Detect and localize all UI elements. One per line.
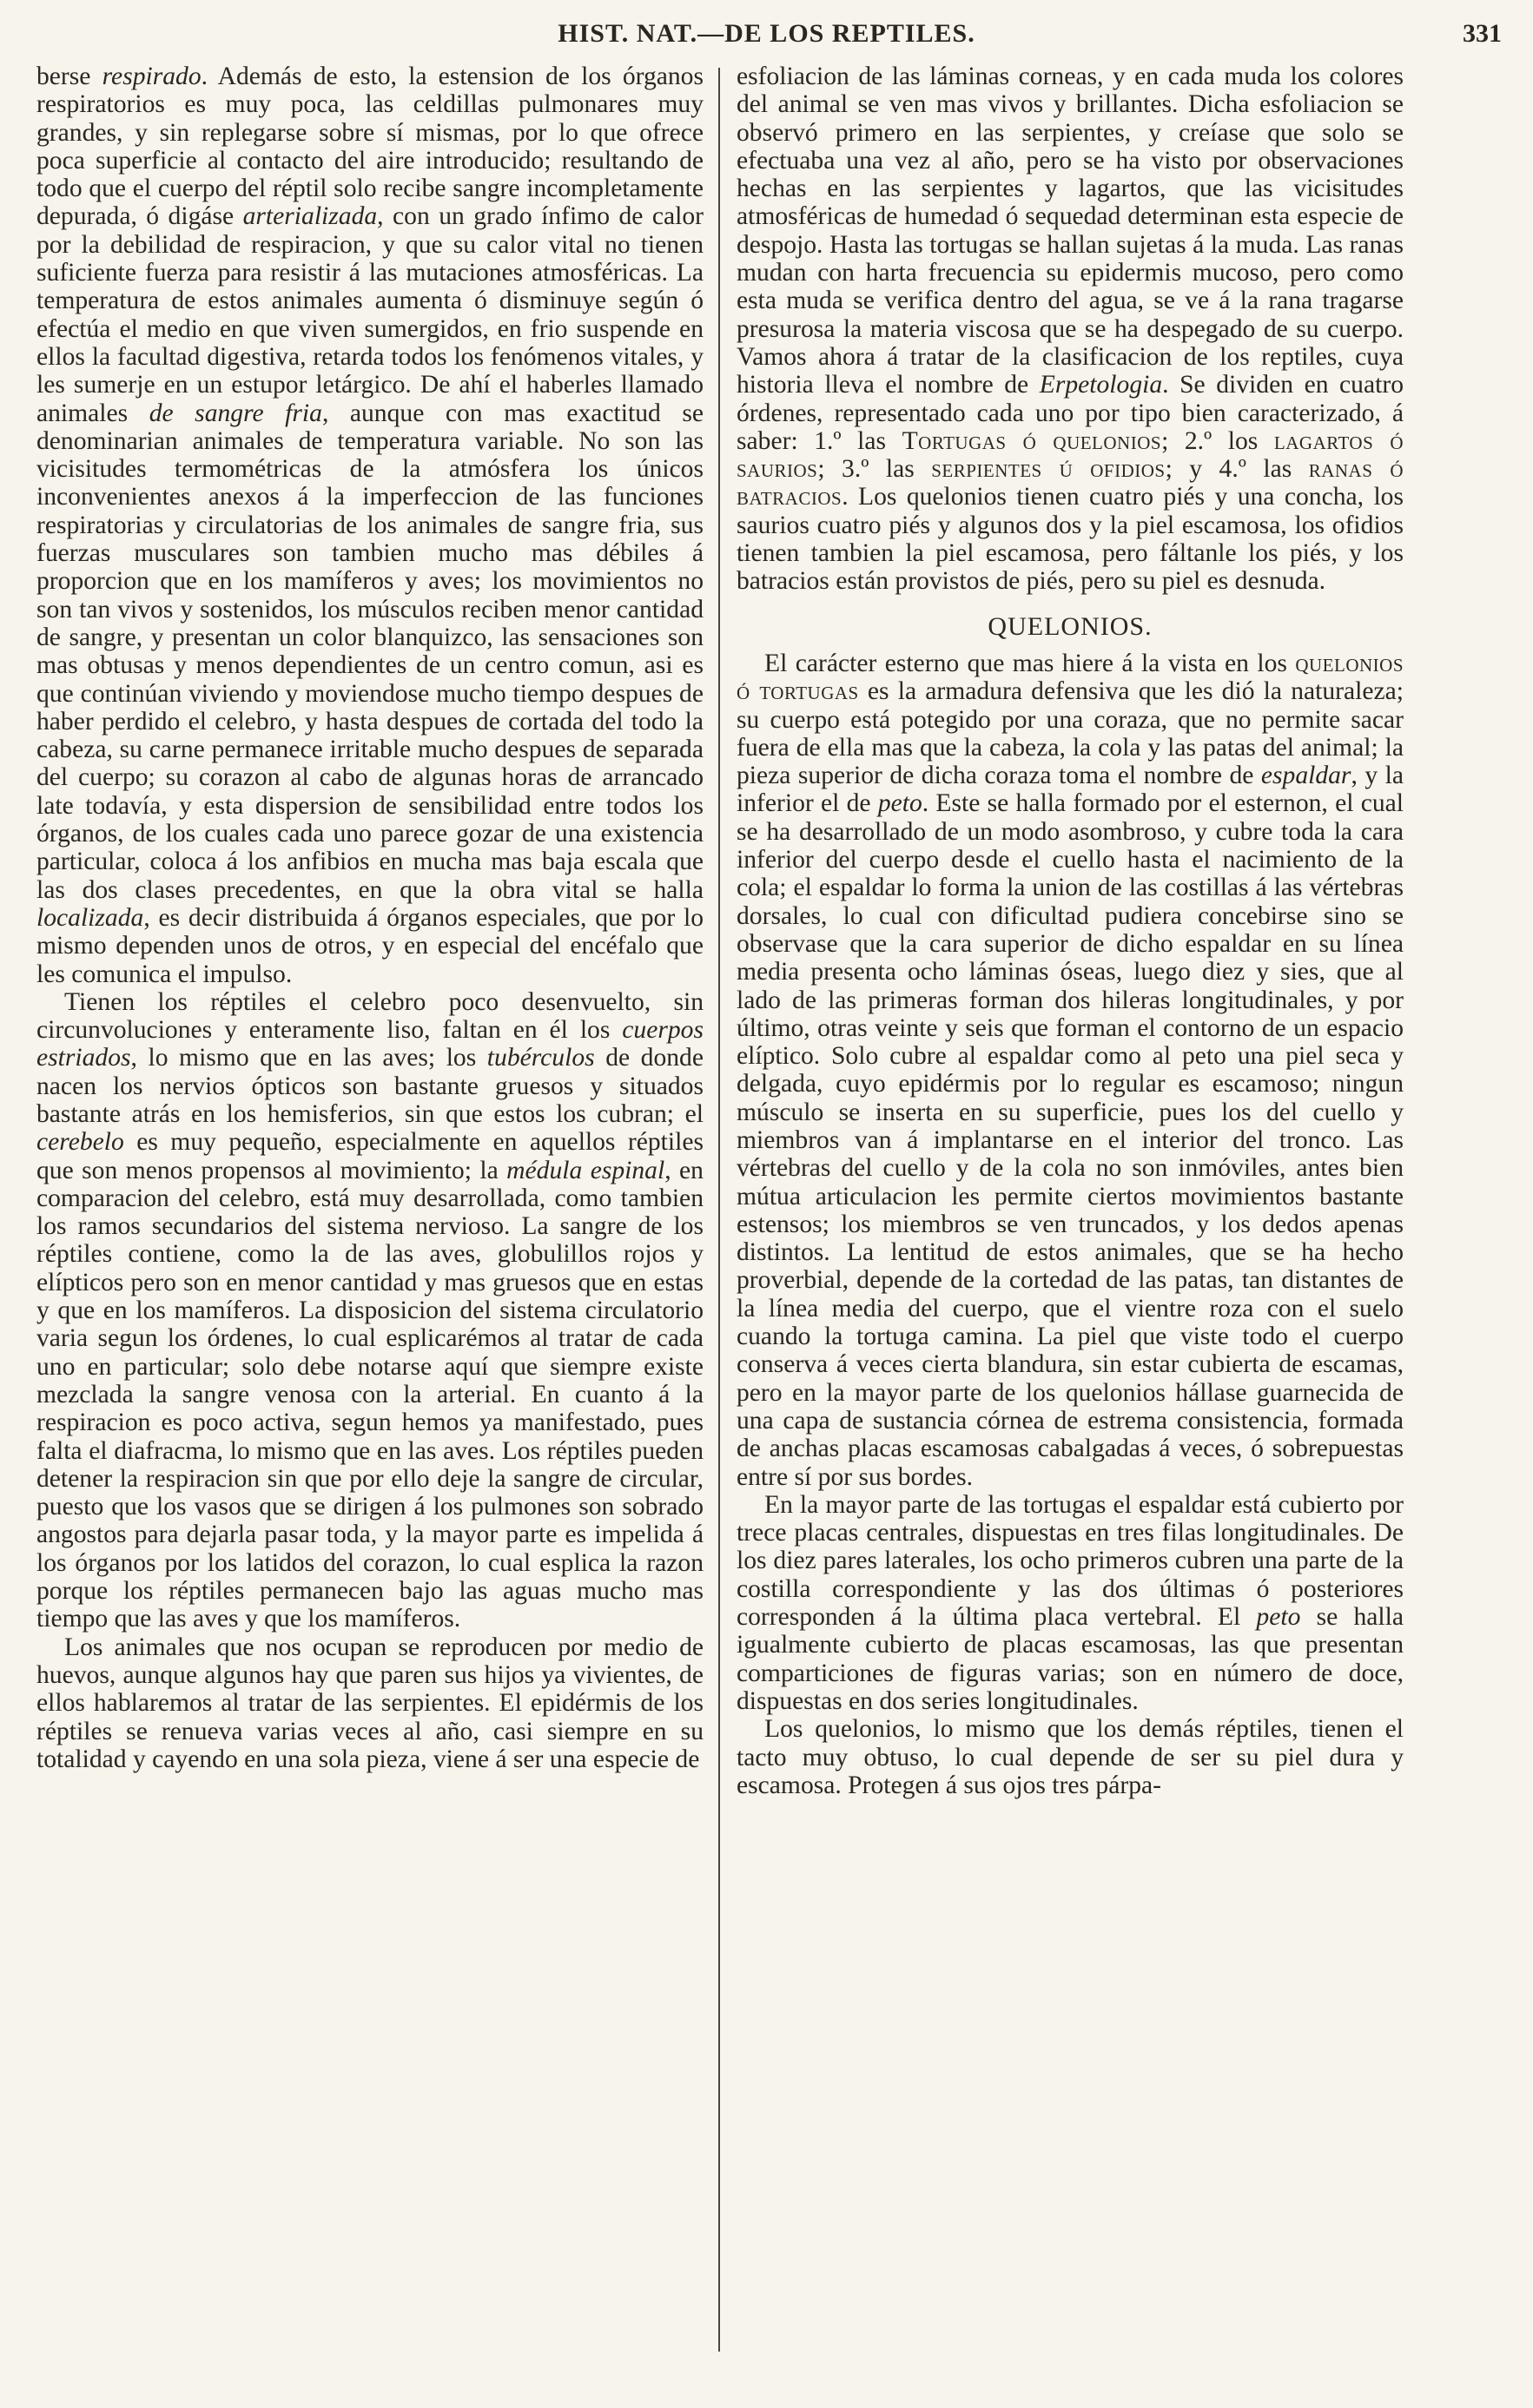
text-run: , es decir distribuida á órganos especiales, que por lo mismo dependen unos de otros, y en especial del encéfalo que les comunica el impulso.	[36, 903, 704, 988]
italic-term: médula espinal	[506, 1156, 665, 1184]
italic-term: respirado	[102, 63, 202, 90]
paragraph	[737, 650, 1404, 1491]
text-run: es la armadura defensiva que les dió la naturaleza; su cuerpo está potegido por una coraza, que no permite sacar fuera de ella mas que la cabeza, la cola y las patas del animal; la pieza superior de dicha coraza toma el nombre de	[737, 677, 1404, 790]
italic-term: cuerpos estriados	[36, 1016, 704, 1072]
paragraph	[737, 1491, 1404, 1715]
text-run: En la mayor parte de las tortugas el espaldar está cubierto por trece placas centrales, dispuestas en tres filas longitudinales. De los diez pares laterales, los ocho primeros cubren una parte de la costilla correspondiente y las dos últimas ó posteriores corresponden á la última placa vertebral. El	[737, 1490, 1404, 1632]
italic-term: tubérculos	[486, 1044, 595, 1072]
text-run: , aunque con mas exactitud se denominarian animales de temperatura variable. No son las vicisitudes termométricas de la atmósfera los únicos inconvenientes anexos á la imperfeccion de las funciones respiratorias y circulatorias de los animales de sangre fria, sus fuerzas musculares son tambien mucho mas débiles á proporcion que en los mamíferos y aves; los movimientos no son tan vivos y sostenidos, los músculos reciben menor cantidad de sangre, y presentan un color blanquizco, las sensaciones son mas obtusas y menos dependientes de un centro comun, asi es que continúan viviendo y moviendose mucho tiempo despues de haber perdido el celebro, y hasta despues de cortada del todo la cabeza, su carne permanece irritable mucho despues de separada del cuerpo; su corazon al cabo de algunas horas de arrancado late todavía, y esta dispersion de sensibilidad entre todos los órganos, de los cuales cada uno parece gozar de una existencia particular, coloca á los anfibios en mucha mas baja escala que las dos clases precedentes, en que la obra vital se halla	[36, 399, 704, 904]
text-run: ; y 4.º las	[1165, 455, 1309, 484]
small-caps-term: quelonios ó tortugas	[737, 649, 1404, 706]
italic-term: cerebelo	[36, 1128, 124, 1157]
paragraph	[737, 63, 1404, 596]
text-run: . Además de esto, la estension de los órganos respiratorios es muy poca, las celdillas pulmonares muy grandes, y sin replegarse sobre sí mismas, por lo que ofrece poca superficie al contacto del aire introducido; resultando de todo que el cuerpo del réptil solo recibe sangre incompletamente depurada, ó digáse	[36, 63, 704, 231]
text-run: , y la inferior el de	[737, 762, 1404, 818]
running-header-title: HIST. NAT.—DE LOS REPTILES.	[558, 19, 975, 48]
text-run: , en comparacion del celebro, está muy desarrollada, como tambien los ramos secundarios del sistema nervioso. La sangre de los réptiles contiene, como la de las aves, globulillos rojos y elípticos pero son en menor cantidad y mas gruesos que en estas y que en los mamíferos. La disposicion del sistema circulatorio varia segun los órdenes, lo cual esplicarémos al tratar de cada uno en particular; solo debe notarse aquí que siempre existe mezclada la sangre venosa con la arterial. En cuanto á la respiracion es poco activa, segun hemos ya manifestado, pues falta el diafracma, lo mismo que en las aves. Los réptiles pueden detener la respiracion sin que por ello deje la sangre de circular, puesto que los vasos que se dirigen á los pulmones son sobrado angostos para dejarla pasar toda, y la mayor parte es impelida á los órganos por los latidos del corazon, lo cual esplica la razon porque los réptiles permanecen bajo las aguas mucho mas tiempo que las aves y que los mamíferos.	[36, 1156, 704, 1633]
italic-term: arterializada	[242, 202, 378, 231]
italic-term: espaldar	[1260, 762, 1351, 790]
text-run: se halla igualmente cubierto de placas escamosas, las que presentan comparticiones de figuras varias; son en número de doce, dispuestas en dos series longitudinales.	[737, 1603, 1404, 1715]
page-number: 331	[1463, 19, 1502, 48]
italic-term: de sangre fria	[149, 399, 322, 427]
text-run: de donde nacen los nervios ópticos son bastante gruesos y situados bastante atrás en los hemisferios, sin que estos los cubran; el	[36, 1044, 704, 1128]
text-run: ; 3.º las	[817, 455, 932, 484]
italic-term: Erpetologia	[1039, 371, 1163, 399]
paragraph: Los quelonios, lo mismo que los demás réptiles, tienen el tacto muy obtuso, lo cual depende de ser su piel dura y escamosa. Protegen á sus ojos tres párpa-	[737, 1715, 1404, 1799]
italic-term: peto	[877, 789, 922, 818]
small-caps-term: lagartos ó saurios	[737, 426, 1404, 484]
paragraph	[36, 988, 704, 1633]
text-run: es muy pequeño, especialmente en aquellos réptiles que son menos propensos al movimiento; la	[36, 1128, 704, 1184]
text-run: . Este se halla formado por el esternon, el cual se ha desarrollado de un modo asombroso, y cubre toda la cara inferior del cuerpo desde el cuello hasta el nacimiento de la cola; el espaldar lo forma la union de las costillas á las vértebras dorsales, lo cual con dificultad pudiera concebirse sino se observase que la cara superior de dicho espaldar en su línea media presenta ocho láminas óseas, luego diez y sies, que al lado de las primeras forman dos hileras longitudinales, y por último, otras veinte y seis que forman el contorno de un espacio elíptico. Solo cubre al espaldar como al peto una piel seca y delgada, cuyo epidérmis por lo regular es escamoso; ningun músculo se inserta en su superficie, pues los del cuello y miembros van á implantarse en el interior del tronco. Las vértebras del cuello y de la cola no son inmóviles, antes bien mútua articulacion les permite ciertos movimientos bastante estensos; los miembros se ven truncados, y los dedos apenas distintos. La lentitud de estos animales, que se ha hecho proverbial, depende de la cortedad de las patas, tan distantes de la línea media del cuerpo, que el vientre roza con el suelo cuando la tortuga camina. La piel que viste todo el cuerpo conserva á veces cierta blandura, sin estar cubierta de escamas, pero en la mayor parte de los quelonios hállase guarnecida de una capa de sustancia córnea de estrema consistencia, formada de anchas placas escamosas cabalgadas á veces, ó sobrepuestas entre sí por sus bordes.	[737, 789, 1404, 1491]
text-run: El carácter esterno que mas hiere á la vista en los	[764, 649, 1296, 677]
text-run: Tienen los réptiles el celebro poco desenvuelto, sin circunvoluciones y enteramente liso, faltan en él los	[36, 987, 704, 1045]
text-run: esfoliacion de las láminas corneas, y en cada muda los colores del animal se ven mas vivos y brillantes. Dicha esfoliacion se observó primero en las serpientes, y creíase que solo se efectuaba una vez al año, pero se ha visto por observaciones hechas en las serpientes y lagartos, que las vicisitudes atmosféricas de humedad ó sequedad determinan esta especie de despojo. Hasta las tortugas se hallan sujetas á la muda. Las ranas mudan con harta frecuencia su epidermis mucoso, pero como esta muda se verifica dentro del agua, se ve á la rana tragarse presurosa la materia viscosa que se ha despegado de su cuerpo. Vamos ahora á tratar de la clasificacion de los reptiles, cuya historia lleva el nombre de	[737, 63, 1404, 399]
text-run: , con un grado ínfimo de calor por la debilidad de respiracion, y que su calor vital no tienen suficiente fuerza para resistir á las mutaciones atmosféricas. La temperatura de estos animales aumenta ó disminuye según ó efectúa el medio en que viven sumergidos, en frio suspende en ellos la facultad digestiva, retarda todos los fenómenos vitales, y les sumerje en un estupor letárgico. De ahí el haberles llamado animales	[36, 202, 704, 427]
small-caps-term: serpientes ú ofidios	[931, 455, 1166, 484]
small-caps-term: ranas ó batracios	[737, 455, 1404, 511]
italic-term: peto	[1256, 1603, 1301, 1632]
left-column	[36, 63, 704, 2355]
text-run: , lo mismo que en las aves; los	[130, 1044, 487, 1072]
column-divider	[718, 68, 720, 2352]
italic-term: localizada	[36, 903, 144, 932]
text-run: ; 2.º los	[1161, 426, 1274, 455]
text-run: . Los quelonios tienen cuatro piés y una concha, los saurios cuatro piés y algunos dos y la piel escamosa, los ofidios tienen tambien la piel escamosa, pero fáltanle los piés, y los batracios están provistos de piés, pero su piel es desnuda.	[737, 483, 1404, 596]
text-run: . Se dividen en cuatro órdenes, representado cada uno por tipo bien caracterizado, á saber: 1.º las	[737, 371, 1404, 455]
small-caps-term: Tortugas ó quelonios	[902, 426, 1162, 455]
paragraph: Los animales que nos ocupan se reproducen por medio de huevos, aunque algunos hay que paren sus hijos ya vivientes, de ellos hablaremos al tratar de las serpientes. El epidérmis de los réptiles se renueva varias veces al año, casi siempre en su totalidad y cayendo en una sola pieza, viene á ser una especie de	[36, 1633, 704, 1773]
paragraph	[36, 63, 704, 988]
text-run: berse	[36, 63, 102, 90]
right-column	[737, 63, 1404, 2355]
page-header	[0, 19, 1533, 63]
section-heading: QUELONIOS.	[988, 611, 1153, 641]
